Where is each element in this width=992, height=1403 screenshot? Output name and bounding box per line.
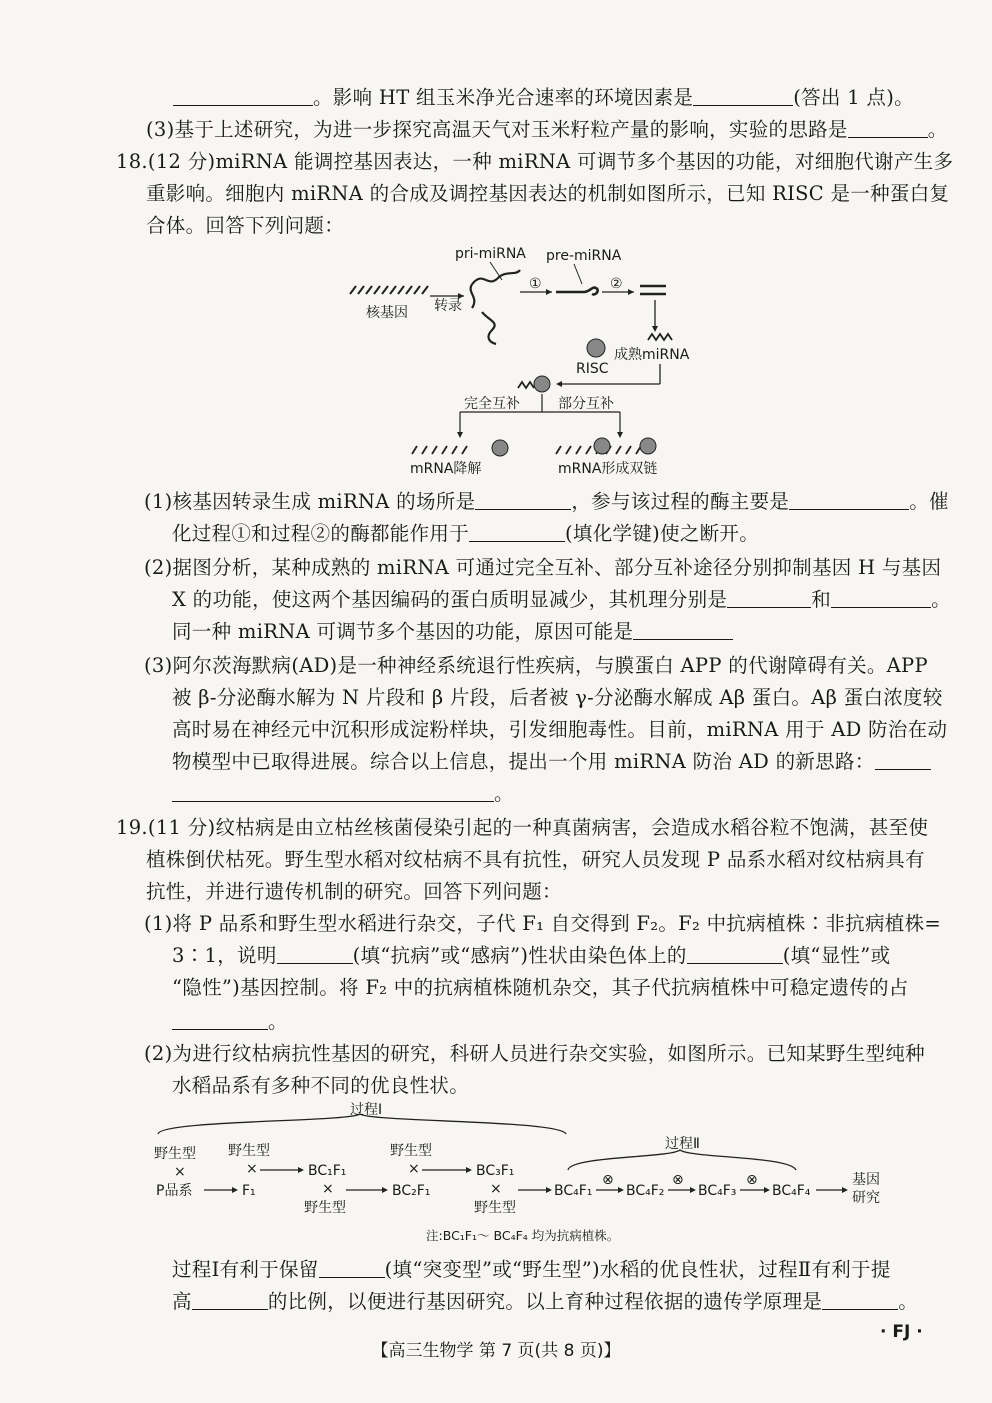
wild-type-label: 野生型 — [228, 1143, 270, 1159]
wild-type-label: 野生型 — [390, 1143, 432, 1159]
mature-mirna-icon — [648, 334, 672, 340]
bc4f1-label: BC₄F₁ — [554, 1183, 593, 1199]
q18-p3-line-1: (3)阿尔茨海默病(AD)是一种神经系统退行性疾病，与膜蛋白 APP 的代谢障碍有关。APP — [144, 654, 928, 677]
breeding-process-diagram — [150, 1100, 910, 1250]
mrna-double-label: mRNA形成双链 — [558, 461, 658, 477]
q18-stem-3: 合体。回答下列问题： — [146, 214, 345, 237]
q19-p1-line-1: (1)将 P 品系和野生型水稻进行杂交，子代 F₁ 自交得到 F₂。F₂ 中抗病植株∶非抗病植株= — [144, 912, 942, 935]
q19-stem-1: 19.(11 分)纹枯病是由立枯丝核菌侵染引起的一种真菌病害，会造成水稻谷粒不饱满，甚至使 — [116, 816, 929, 839]
nuclear-gene-icon — [350, 286, 428, 294]
q17-line-1: 。影响 HT 组玉米净光合速率的环境因素是 (答出 1 点)。 — [173, 84, 914, 112]
cross-symbol: × — [246, 1161, 258, 1177]
process1-label: 过程Ⅰ — [350, 1102, 383, 1118]
answer-blank[interactable] — [192, 1289, 268, 1310]
q18-p3-line-4: 物模型中已取得进展。综合以上信息，提出一个用 miRNA 防治 AD 的新思路： — [172, 748, 931, 776]
gene-research-label-2: 研究 — [852, 1190, 880, 1206]
answer-blank[interactable] — [172, 1009, 268, 1030]
mrna-fragments-icon — [412, 446, 467, 454]
q19-p3-line-1: 过程Ⅰ有利于保留 (填“突变型”或“野生型”)水稻的优良性状，过程Ⅱ有利于提 — [172, 1258, 891, 1281]
pre-mirna-icon — [556, 288, 598, 295]
bc2f1-label: BC₂F₁ — [392, 1183, 431, 1199]
answer-blank[interactable] — [277, 943, 353, 964]
q18-stem-2: 重影响。细胞内 miRNA 的合成及调控基因表达的机制如图所示，已知 RISC 是一种蛋白复 — [146, 182, 950, 205]
p-line-label: P品系 — [156, 1183, 193, 1199]
bc4f2-label: BC₄F₂ — [626, 1183, 665, 1199]
q19-p2-line-2: 水稻品系有多种不同的优良性状。 — [172, 1074, 470, 1097]
step2-label: ② — [610, 276, 623, 292]
q18-p3-line-2: 被 β-分泌酶水解为 N 片段和 β 片段，后者被 γ-分泌酶水解成 Aβ 蛋白。Aβ 蛋白浓度较 — [172, 686, 943, 709]
q19-p1-line-3: “隐性”)基因控制。将 F₂ 中的抗病植株随机杂交，其子代抗病植株中可稳定遗传的占 — [172, 976, 909, 999]
answer-blank[interactable] — [693, 85, 793, 106]
answer-blank[interactable] — [469, 521, 565, 542]
answer-blank[interactable] — [848, 117, 928, 138]
answer-blank[interactable] — [173, 85, 313, 106]
gene-research-label-1: 基因 — [852, 1172, 880, 1188]
q19-p3-line-2: 高 的比例，以便进行基因研究。以上育种过程依据的遗传学原理是 。 — [172, 1290, 919, 1313]
process2-label: 过程Ⅱ — [665, 1136, 700, 1152]
mirna-duplex-icon — [640, 286, 666, 294]
q18-p2-line-1: (2)据图分析，某种成熟的 miRNA 可通过完全互补、部分互补途径分别抑制基因 H 与基因 — [144, 556, 942, 579]
q19-p1-line-2: 3∶1，说明 (填“抗病”或“感病”)性状由染色体上的 (填“显性”或 — [172, 944, 891, 967]
transcription-label: 转录 — [434, 298, 462, 314]
q18-p2-line-3: 同一种 miRNA 可调节多个基因的功能，原因可能是 — [172, 618, 733, 646]
answer-blank[interactable] — [727, 587, 811, 608]
bc4f4-label: BC₄F₄ — [772, 1183, 811, 1199]
cross-symbol: × — [408, 1161, 420, 1177]
answer-blank[interactable] — [172, 781, 494, 802]
mature-mirna-label: 成熟miRNA — [614, 347, 690, 363]
pri-mirna-icon — [471, 270, 520, 308]
answer-blank[interactable] — [633, 619, 733, 640]
mrna-degrade-label: mRNA降解 — [410, 461, 482, 477]
f1-label: F₁ — [242, 1183, 256, 1199]
page-footer: 【高三生物学 第 7 页(共 8 页)】 — [371, 1341, 621, 1361]
answer-blank[interactable] — [319, 1257, 385, 1278]
cross-symbol: × — [322, 1181, 334, 1197]
q18-p3-line-5: 。 — [172, 780, 514, 808]
step1-label: ① — [529, 276, 542, 292]
answer-blank[interactable] — [475, 489, 571, 510]
full-complement-label: 完全互补 — [464, 396, 520, 412]
pri-mirna-label: pri-miRNA — [455, 246, 526, 262]
process2-brace — [568, 1150, 796, 1170]
q18-p1-line-1: (1)核基因转录生成 miRNA 的场所是 ，参与该过程的酶主要是 。催 — [144, 490, 949, 513]
pre-mirna-label: pre-miRNA — [546, 248, 622, 264]
bc1f1-label: BC₁F₁ — [308, 1163, 347, 1179]
footer-mark: · FJ · — [880, 1322, 923, 1342]
q18-p1-line-2: 化过程①和过程②的酶都能作用于 (填化学键)使之断开。 — [172, 522, 760, 545]
wild-type-label: 野生型 — [304, 1200, 346, 1216]
figure-note: 注:BC₁F₁～ BC₄F₄ 均为抗病植株。 — [426, 1228, 620, 1243]
risc-icon — [587, 339, 605, 357]
wild-type-label: 野生型 — [154, 1146, 196, 1162]
nuclear-gene-label: 核基因 — [366, 305, 408, 321]
cross-symbol: × — [174, 1164, 186, 1180]
q19-p2-line-1: (2)为进行纹枯病抗性基因的研究，科研人员进行杂交实验，如图所示。已知某野生型纯种 — [144, 1042, 925, 1065]
q19-stem-2: 植株倒伏枯死。野生型水稻对纹枯病不具有抗性，研究人员发现 P 品系水稻对纹枯病具有 — [146, 848, 925, 871]
q18-p2-line-2: X 的功能，使这两个基因编码的蛋白质明显减少，其机理分别是 和 。 — [172, 588, 951, 611]
answer-blank[interactable] — [875, 749, 931, 770]
wild-type-label: 野生型 — [474, 1200, 516, 1216]
self-cross-symbol: ⊗ — [746, 1172, 758, 1188]
cross-symbol: × — [490, 1181, 502, 1197]
q18-p3-line-3: 高时易在神经元中沉积形成淀粉样块，引发细胞毒性。目前，miRNA 用于 AD 防治在动 — [172, 718, 948, 741]
mirna-mechanism-diagram — [330, 240, 710, 480]
bc4f3-label: BC₄F₃ — [698, 1183, 737, 1199]
answer-blank[interactable] — [822, 1289, 898, 1310]
self-cross-symbol: ⊗ — [672, 1172, 684, 1188]
answer-blank[interactable] — [789, 489, 909, 510]
q19-p1-line-4: 。 — [172, 1008, 288, 1036]
q19-stem-3: 抗性，并进行遗传机制的研究。回答下列问题： — [146, 880, 562, 903]
self-cross-symbol: ⊗ — [602, 1172, 614, 1188]
risc-label: RISC — [576, 361, 609, 377]
risc-complex-icon — [534, 376, 550, 392]
q17-line-2: (3)基于上述研究，为进一步探究高温天气对玉米籽粒产量的影响，实验的思路是 。 — [146, 118, 948, 141]
answer-blank[interactable] — [687, 943, 783, 964]
q18-stem-1: 18.(12 分)miRNA 能调控基因表达，一种 miRNA 可调节多个基因的功能，对细胞代谢产生多 — [116, 150, 954, 173]
partial-complement-label: 部分互补 — [558, 396, 614, 412]
bc3f1-label: BC₃F₁ — [476, 1163, 515, 1179]
answer-blank[interactable] — [831, 587, 931, 608]
